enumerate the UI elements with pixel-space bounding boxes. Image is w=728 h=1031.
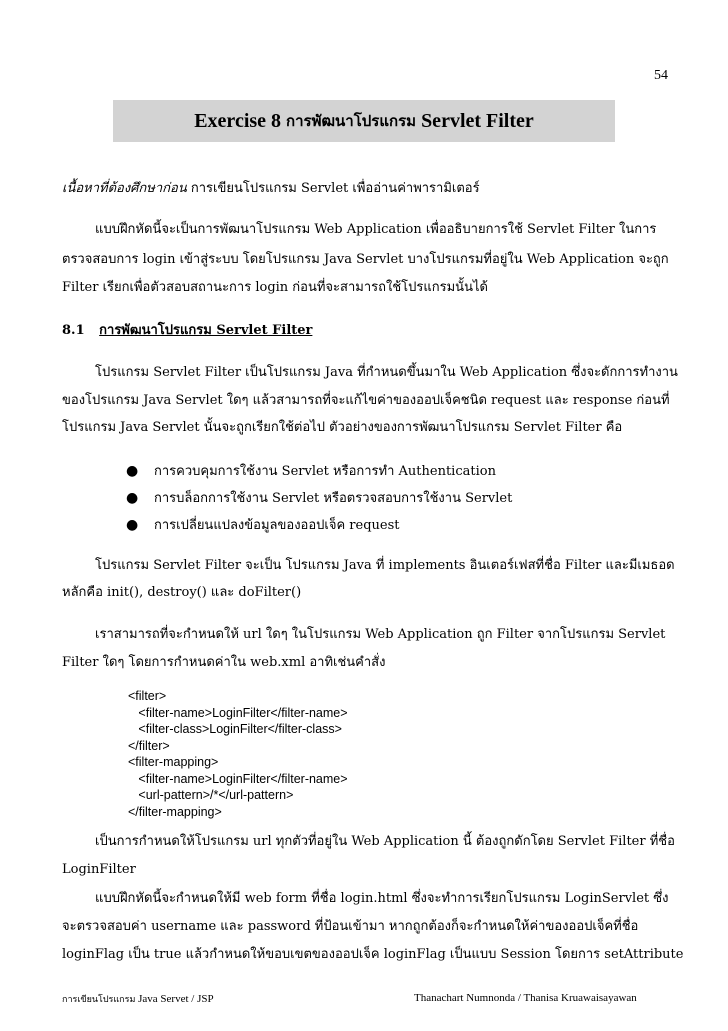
prerequisite-label: เนื้อหาที่ต้องศึกษาก่อน (62, 181, 187, 196)
title-topic: Servlet Filter (421, 109, 534, 132)
section-title: การพัฒนาโปรแกรม Servlet Filter (99, 323, 313, 338)
code-line: <filter-class>LoginFilter</filter-class> (128, 722, 342, 736)
bullet-item (126, 460, 496, 481)
bullet-text: การบล็อกการใช้งาน Servlet หรือตรวจสอบการใช้งาน Servlet (154, 491, 513, 506)
bullet-icon: ● (126, 490, 139, 506)
bullet-item (126, 514, 399, 535)
para5-line-2: จะตรวจสอบค่า username และ password ที่ป้อนเข้ามา หากถูกต้องก็จะกำหนดให้ค่าของออปเจ็คที่ชื่อ (62, 919, 639, 934)
code-line: <filter-name>LoginFilter</filter-name> (128, 705, 348, 720)
intro-line-2: ตรวจสอบการ login เข้าสู่ระบบ โดยโปรแกรม Java Servlet บางโปรแกรมที่อยู่ใน Web Application จะถูก (62, 252, 669, 267)
code-line: </filter-mapping> (128, 804, 222, 819)
code-line: <filter> (128, 689, 167, 703)
footer-authors: Thanachart Numnonda / Thanisa Kruawaisayawan (414, 992, 637, 1004)
prerequisite-text: การเขียนโปรแกรม Servlet เพื่ออ่านค่าพารามิเตอร์ (190, 181, 480, 196)
exercise-title (113, 100, 615, 142)
section-number: 8.1 (62, 323, 85, 338)
bullet-icon: ● (126, 463, 139, 479)
footer-left-thai: การเขียนโปรแกรม (62, 994, 136, 1004)
intro-line-1: แบบฝึกหัดนี้จะเป็นการพัฒนาโปรแกรม Web Application เพื่ออธิบายการใช้ Servlet Filter ในการ (62, 222, 657, 237)
prerequisite-line (62, 180, 480, 198)
para2-line-2: หลักคือ init(), destroy() และ doFilter() (62, 585, 302, 600)
para5-line-3: loginFlag เป็น true แล้วกำหนดให้ขอบเขตของออปเจ็ค loginFlag เป็นแบบ Session โดยการ setAttribute (62, 947, 684, 962)
para4-line-2: LoginFilter (62, 862, 136, 877)
para3-line-1: เราสามารถที่จะกำหนดให้ url ใดๆ ในโปรแกรม Web Application ถูก Filter จากโปรแกรม Servlet (62, 627, 666, 642)
bullet-icon: ● (126, 517, 139, 533)
para2-line-1: โปรแกรม Servlet Filter จะเป็น โปรแกรม Java ที่ implements อินเตอร์เฟสที่ชื่อ Filter และมีเมธอด (62, 558, 675, 573)
para3-line-2: Filter ใดๆ โดยการกำหนดค่าใน web.xml อาทิเช่นคำสั่ง (62, 655, 386, 670)
bullet-text: การเปลี่ยนแปลงข้อมูลของออปเจ็ค request (154, 518, 400, 533)
page-number: 54 (654, 68, 668, 83)
code-line: </filter> (128, 738, 170, 753)
footer-left (62, 992, 214, 1006)
code-line: <filter-mapping> (128, 755, 219, 769)
footer-left-course: Java Servet / JSP (138, 993, 214, 1005)
para1-line-3: โปรแกรม Java Servlet นั้นจะถูกเรียกใช้ต่อไป ตัวอย่างของการพัฒนาโปรแกรม Servlet Filter คือ (62, 420, 623, 435)
para5-line-1: แบบฝึกหัดนี้จะกำหนดให้มี web form ที่ชื่อ login.html ซึ่งจะทำการเรียกโปรแกรม LoginServlet ซึ่ง (62, 891, 669, 906)
code-line: <filter-name>LoginFilter</filter-name> (128, 771, 348, 786)
para4-line-1: เป็นการกำหนดให้โปรแกรม url ทุกตัวที่อยู่ใน Web Application นี้ ต้องถูกดักโดย Servlet Filter ที่ชื่อ (62, 834, 675, 849)
para1-line-1: โปรแกรม Servlet Filter เป็นโปรแกรม Java ที่กำหนดขึ้นมาใน Web Application ซึ่งจะดักการทำงาน (62, 365, 678, 380)
code-block (128, 688, 348, 820)
title-thai: การพัฒนาโปรแกรม (286, 114, 417, 130)
bullet-item (126, 487, 512, 508)
section-heading (62, 319, 312, 340)
bullet-text: การควบคุมการใช้งาน Servlet หรือการทำ Authentication (154, 464, 496, 479)
intro-line-3: Filter เรียกเพื่อตัวสอบสถานะการ login ก่อนที่จะสามารถใช้โปรแกรมนั้นได้ (62, 280, 488, 295)
para1-line-2: ของโปรแกรม Java Servlet ใดๆ แล้วสามารถที่จะแก้ไขค่าของออปเจ็คชนิด request และ response ก่อนที่ (62, 393, 670, 408)
code-line: <url-pattern>/*</url-pattern> (128, 788, 294, 802)
title-exercise: Exercise 8 (194, 109, 282, 132)
